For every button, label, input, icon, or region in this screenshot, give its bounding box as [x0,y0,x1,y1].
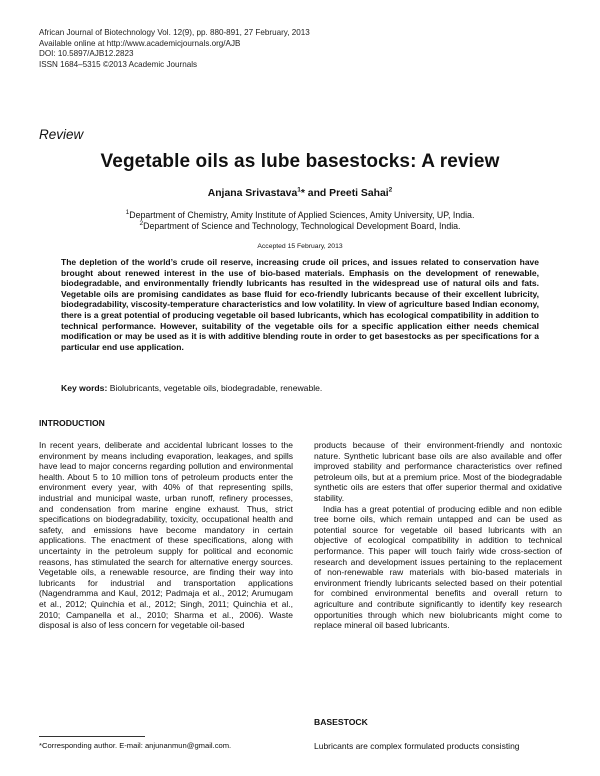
affiliation-1-mark: 1 [125,209,130,217]
author-1: Anjana Srivastava [207,188,298,199]
corresponding-mark: * [300,188,305,199]
keywords-text: Biolubricants, vegetable oils, biodegradable, renewable. [107,383,323,393]
keywords-label: Key words: [61,383,108,393]
basestock-heading: BASESTOCK [314,717,368,727]
right-column [314,440,562,631]
issn-line: ISSN 1684–5315 ©2013 Academic Journals [39,59,198,69]
paper-title: Vegetable oils as lube basestocks: A review [100,151,500,172]
left-column [39,440,293,631]
keywords [61,383,322,393]
availability-line: Available online at http://www.academicjournals.org/AJB [39,38,241,48]
accepted-date: Accepted 15 February, 2013 [257,243,343,250]
affiliations [0,210,600,233]
corresponding-author-footnote: *Corresponding author. E-mail: anjunanmun@gmail.com. [39,741,232,750]
author-conjunction: and [304,188,330,199]
affiliation-2-mark: 2 [139,220,144,228]
intro-paragraph-1: In recent years, deliberate and accidental lubricant losses to the environment by means including evaporation, leakages, and spills have lead to major concerns regarding pollution and environmental health. About 5 to 10 million tons of petroleum products enter the environment every year, with 40% of that representing spills, industrial and municipal waste, urban runoff, refinery processes, and condensation from marine engine exhaust. Thus, strict specifications on biodegradability, toxicity, occupational health and safety, and emissions have become mandatory in certain applications. The enactment of these specifications, along with uncertainty in the petroleum supply for political and economic reasons, has stimulated the search for alternative energy sources. Vegetable oils, a renewable resource, are finding their way into lubricants for industrial and transportation applications (Nagendramma and Kaul, 2012; Padmaja et al., 2012; Arumugam et al., 2012; Quinchia et al., 2012; Singh, 2011; Quinchia et al., 2010; Campanella et al., 2010; Sharma et al., 2006). Waste disposal is also of less concern for vegetable oil-based [39,440,293,631]
affiliation-1 [0,210,600,221]
affiliation-1-text: Department of Chemistry, Amity Institute of Applied Sciences, Amity University, UP, India. [129,210,475,220]
basestock-text: Lubricants are complex formulated products consisting [314,741,520,751]
affiliation-2-text: Department of Science and Technology, Technological Development Board, India. [143,221,461,232]
affiliation-2 [0,221,600,232]
author-line [0,188,600,199]
footnote-rule [39,736,145,737]
author-2: Preeti Sahai [329,188,389,199]
abstract: The depletion of the world’s crude oil reserve, increasing crude oil prices, and issues related to conservation have brought about renewed interest in the use of bio-based materials. Emphasis on the development of renewable, biodegradable, and environmentally friendly lubricants has resulted in the widespread use of natural oils and fats. Vegetable oils are promising candidates as base fluid for eco-friendly lubricants because of their excellent lubricity, biodegradability, viscosity-temperature characteristics and low volatility. In view of agriculture based Indian economy, there is a great potential of producing vegetable oil based lubricants, which has ecological compatibility in addition to technical performance. However, suitability of the vegetable oils for a specific application either needs chemical modification or may be used as it is with additive blending route in order to get basestocks as per specifications for a particular end use application. [61,257,539,352]
intro-heading: INTRODUCTION [39,418,105,428]
article-type: Review [39,127,84,142]
intro-paragraph-continued: products because of their environment-friendly and nontoxic nature. Synthetic lubricant base oils are also available and offer improved stability and performance characteristics over refined petroleum oils, but at a premium price. Most of the biodegradable synthetic oils are esters that offer superior thermal and oxidative stability. [314,440,562,503]
doi-line: DOI: 10.5897/AJB12.2823 [39,49,134,59]
journal-header [39,28,310,70]
intro-paragraph-2: India has a great potential of producing edible and non edible tree borne oils, which remain untapped and can be used as potential source for vegetable oil based lubricants with an objective of ecological compatibility in addition to technical performance. This paper will touch fairly wide cross-section of research and development issues pertaining to the replacement of non-renewable raw materials with bio-based materials in environment friendly lubricants selected based on their potential for combined environmental benefits and overall return to agriculture and contribute significantly to identify key research opportunities through which new biolubricants might come to replace mineral oil based lubricants. [314,503,562,631]
journal-citation: African Journal of Biotechnology Vol. 12(9), pp. 880-891, 27 February, 2013 [39,28,310,37]
author-1-affiliation-mark: 1 [297,186,301,194]
author-2-affiliation-mark: 2 [388,186,393,194]
